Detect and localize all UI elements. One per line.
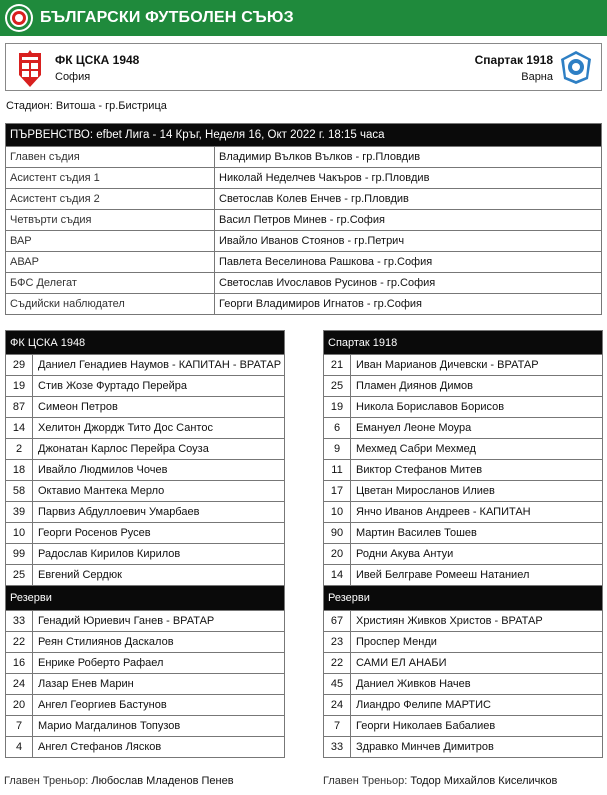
table-row — [6, 653, 285, 674]
player-name: Марио Магдалинов Топузов — [33, 716, 285, 737]
table-row — [6, 355, 285, 376]
away-subs-header-row — [324, 586, 603, 611]
table-row — [324, 355, 603, 376]
official-name: Георги Владимиров Игнатов - гр.София — [215, 294, 602, 315]
player-name: Хелитон Джордж Тито Дос Сантос — [33, 418, 285, 439]
player-number: 25 — [6, 565, 33, 586]
officials-table — [5, 123, 602, 315]
player-number: 16 — [6, 653, 33, 674]
table-row — [6, 418, 285, 439]
table-row — [324, 502, 603, 523]
player-name: Евгений Сердюк — [33, 565, 285, 586]
table-row — [6, 460, 285, 481]
table-row — [324, 653, 603, 674]
table-row — [6, 439, 285, 460]
official-name: Ивайло Иванов Стоянов - гр.Петрич — [215, 231, 602, 252]
away-coach-line — [323, 775, 557, 787]
player-number: 2 — [6, 439, 33, 460]
player-name: Даниел Генадиев Наумов - КАПИТАН - ВРАТАР — [33, 355, 285, 376]
official-row — [6, 252, 602, 273]
player-name: Проспер Менди — [351, 632, 603, 653]
official-row — [6, 189, 602, 210]
home-team-city: София — [55, 71, 91, 83]
official-name: Николай Неделчев Чакъров - гр.Пловдив — [215, 168, 602, 189]
player-number: 24 — [324, 695, 351, 716]
home-subs-title: Резерви — [6, 586, 285, 611]
player-number: 20 — [324, 544, 351, 565]
player-name: Радослав Кирилов Кирилов — [33, 544, 285, 565]
player-number: 39 — [6, 502, 33, 523]
official-role: Главен съдия — [6, 147, 215, 168]
table-row — [6, 695, 285, 716]
player-number: 99 — [6, 544, 33, 565]
player-name: Георги Росенов Русев — [33, 523, 285, 544]
player-name: Генадий Юриевич Ганев - ВРАТАР — [33, 611, 285, 632]
home-subs-header-row — [6, 586, 285, 611]
player-name: Октавио Мантека Мерло — [33, 481, 285, 502]
player-number: 11 — [324, 460, 351, 481]
table-row — [324, 460, 603, 481]
home-lineup-title: ФК ЦСКА 1948 — [6, 331, 285, 355]
player-number: 58 — [6, 481, 33, 502]
bfu-logo-icon — [4, 3, 34, 33]
home-coach-line — [4, 775, 234, 787]
table-row — [6, 737, 285, 758]
player-number: 23 — [324, 632, 351, 653]
home-lineup-header-row — [6, 331, 285, 355]
player-name: Лиандро Фелипе МАРТИС — [351, 695, 603, 716]
competition-text: efbet Лига - 14 Кръг, Неделя 16, Окт 2022 г. 18:15 часа — [96, 129, 385, 141]
official-row — [6, 168, 602, 189]
player-number: 22 — [6, 632, 33, 653]
table-row — [6, 376, 285, 397]
table-row — [6, 481, 285, 502]
official-role: Асистент съдия 1 — [6, 168, 215, 189]
player-name: Християн Живков Христов - ВРАТАР — [351, 611, 603, 632]
away-coach-label: Главен Треньор: — [323, 775, 408, 787]
table-row — [324, 439, 603, 460]
player-number: 19 — [6, 376, 33, 397]
player-name: Иван Марианов Дичевски - ВРАТАР — [351, 355, 603, 376]
player-number: 7 — [324, 716, 351, 737]
player-number: 9 — [324, 439, 351, 460]
player-name: Парвиз Абдуллоевич Умарбаев — [33, 502, 285, 523]
stadium-name: Витоша - гр.Бистрица — [55, 100, 167, 112]
table-row — [324, 632, 603, 653]
official-row — [6, 147, 602, 168]
official-role: ВАР — [6, 231, 215, 252]
table-row — [324, 544, 603, 565]
table-row — [324, 481, 603, 502]
official-row — [6, 210, 602, 231]
spartak-crest-icon — [558, 49, 594, 85]
table-row — [324, 397, 603, 418]
table-row — [6, 632, 285, 653]
official-name: Светослав Иvославов Русинов - гр.София — [215, 273, 602, 294]
player-name: Джонатан Карлос Перейра Соуза — [33, 439, 285, 460]
player-number: 33 — [324, 737, 351, 758]
federation-title: БЪЛГАРСКИ ФУТБОЛЕН СЪЮЗ — [40, 9, 294, 26]
official-role: Съдийски наблюдател — [6, 294, 215, 315]
table-row — [6, 611, 285, 632]
player-number: 90 — [324, 523, 351, 544]
player-number: 6 — [324, 418, 351, 439]
official-name: Павлета Веселинова Рашкова - гр.София — [215, 252, 602, 273]
official-name: Васил Петров Минев - гр.София — [215, 210, 602, 231]
home-lineup-table — [5, 330, 285, 758]
player-number: 29 — [6, 355, 33, 376]
player-number: 14 — [6, 418, 33, 439]
table-row — [6, 502, 285, 523]
player-name: Стив Жозе Фуртадо Перейра — [33, 376, 285, 397]
away-coach-name: Тодор Михайлов Киселичков — [410, 775, 558, 787]
player-name: Реян Стилиянов Даскалов — [33, 632, 285, 653]
match-header — [5, 43, 602, 91]
player-name: Янчо Иванов Андреев - КАПИТАН — [351, 502, 603, 523]
player-number: 33 — [6, 611, 33, 632]
away-team-name: Спартак 1918 — [474, 53, 553, 67]
player-number: 14 — [324, 565, 351, 586]
player-name: Ангел Стефанов Лясков — [33, 737, 285, 758]
table-row — [324, 695, 603, 716]
player-number: 10 — [324, 502, 351, 523]
player-name: Симеон Петров — [33, 397, 285, 418]
home-coach-label: Главен Треньор: — [4, 775, 89, 787]
official-row — [6, 294, 602, 315]
player-name: Мартин Василев Тошев — [351, 523, 603, 544]
player-name: Цветан Миросланов Илиев — [351, 481, 603, 502]
player-number: 24 — [6, 674, 33, 695]
official-role: Четвърти съдия — [6, 210, 215, 231]
player-name: Енрике Роберто Рафаел — [33, 653, 285, 674]
player-number: 7 — [6, 716, 33, 737]
table-row — [6, 716, 285, 737]
official-role: БФС Делегат — [6, 273, 215, 294]
competition-header-row — [6, 124, 602, 147]
official-name: Владимир Вълков Вълков - гр.Пловдив — [215, 147, 602, 168]
table-row — [6, 544, 285, 565]
stadium-line — [6, 100, 167, 112]
player-name: Никола Бориславов Борисов — [351, 397, 603, 418]
player-number: 21 — [324, 355, 351, 376]
player-number: 22 — [324, 653, 351, 674]
player-number: 25 — [324, 376, 351, 397]
player-number: 45 — [324, 674, 351, 695]
away-lineup-title: Спартак 1918 — [324, 331, 603, 355]
official-row — [6, 231, 602, 252]
player-number: 67 — [324, 611, 351, 632]
player-number: 17 — [324, 481, 351, 502]
away-lineup-table — [323, 330, 603, 758]
player-name: Лазар Енев Марин — [33, 674, 285, 695]
table-row — [324, 418, 603, 439]
table-row — [324, 737, 603, 758]
player-name: Ивей Белграве Ромееш Натаниел — [351, 565, 603, 586]
player-name: Даниел Живков Начев — [351, 674, 603, 695]
table-row — [324, 716, 603, 737]
table-row — [324, 523, 603, 544]
table-row — [324, 565, 603, 586]
player-number: 19 — [324, 397, 351, 418]
competition-header — [6, 124, 602, 147]
player-name: Пламен Диянов Димов — [351, 376, 603, 397]
player-name: Ивайло Людмилов Чочев — [33, 460, 285, 481]
player-number: 18 — [6, 460, 33, 481]
player-number: 10 — [6, 523, 33, 544]
competition-label: ПЪРВЕНСТВО: — [10, 129, 94, 141]
table-row — [324, 611, 603, 632]
official-row — [6, 273, 602, 294]
player-name: Виктор Стефанов Митев — [351, 460, 603, 481]
official-name: Светослав Колев Енчев - гр.Пловдив — [215, 189, 602, 210]
table-row — [6, 674, 285, 695]
table-row — [6, 565, 285, 586]
stadium-label: Стадион: — [6, 100, 53, 112]
player-name: Ангел Георгиев Бастунов — [33, 695, 285, 716]
table-row — [6, 397, 285, 418]
official-role: Асистент съдия 2 — [6, 189, 215, 210]
federation-header — [0, 0, 607, 36]
away-team-city: Варна — [521, 71, 553, 83]
player-name: Родни Акува Антуи — [351, 544, 603, 565]
home-team-name: ФК ЦСКА 1948 — [55, 53, 140, 67]
player-name: Емануел Леоне Моура — [351, 418, 603, 439]
player-name: Здравко Минчев Димитров — [351, 737, 603, 758]
player-name: Георги Николаев Бабалиев — [351, 716, 603, 737]
player-number: 4 — [6, 737, 33, 758]
table-row — [324, 376, 603, 397]
home-coach-name: Любослав Младенов Пенев — [91, 775, 234, 787]
player-name: САМИ ЕЛ АНАБИ — [351, 653, 603, 674]
player-number: 87 — [6, 397, 33, 418]
away-lineup-header-row — [324, 331, 603, 355]
cska-crest-icon — [17, 49, 43, 87]
table-row — [6, 523, 285, 544]
away-subs-title: Резерви — [324, 586, 603, 611]
official-role: АВАР — [6, 252, 215, 273]
player-name: Мехмед Сабри Мехмед — [351, 439, 603, 460]
table-row — [324, 674, 603, 695]
player-number: 20 — [6, 695, 33, 716]
